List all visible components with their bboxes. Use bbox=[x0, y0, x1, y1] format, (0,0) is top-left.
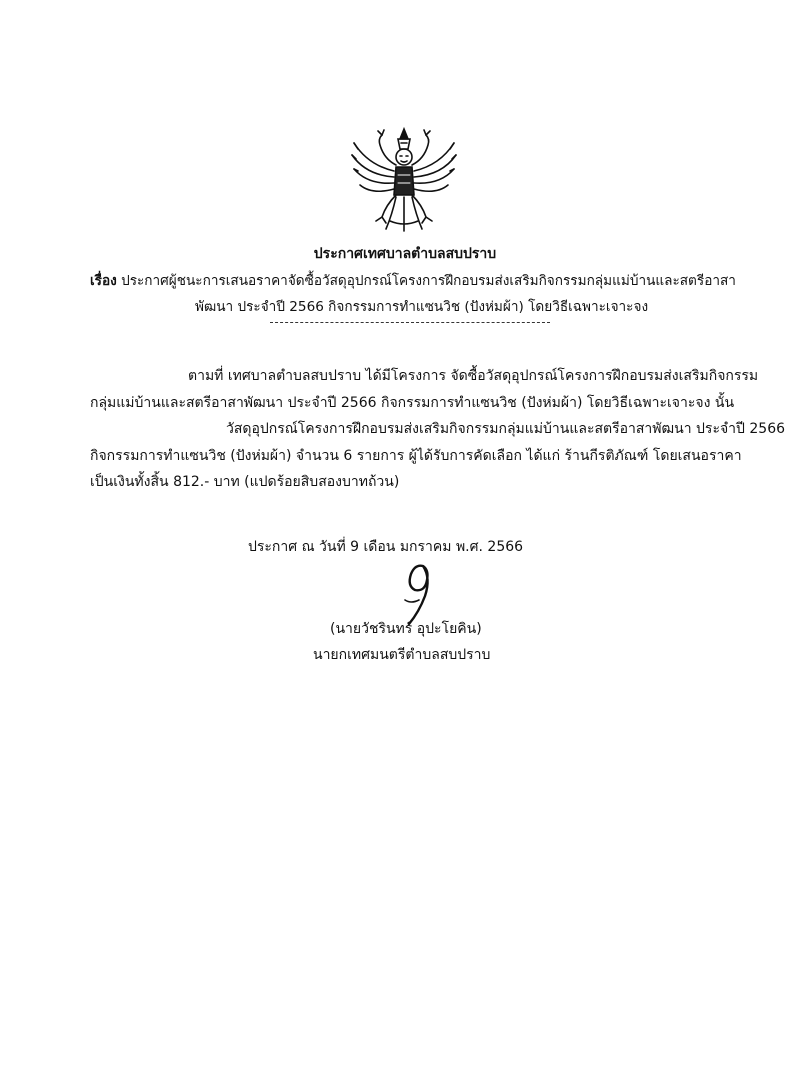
subject-line-1 bbox=[90, 272, 736, 290]
body-line-1: ตามที่ เทศบาลตำบลสบปราบ ได้มีโครงการ จัดซื้อวัสดุอุปกรณ์โครงการฝึกอบรมส่งเสริมกิจกรรม bbox=[188, 368, 759, 384]
document-title: ประกาศเทศบาลตำบลสบปราบ bbox=[313, 246, 497, 262]
body-line-5: เป็นเงินทั้งสิ้น 812.- บาท (แปดร้อยสิบสองบาทถ้วน) bbox=[90, 474, 400, 490]
subject-text-1: ประกาศผู้ชนะการเสนอราคาจัดซื้อวัสดุอุปกรณ์โครงการฝึกอบรมส่งเสริมกิจกรรมกลุ่มแม่บ้านและสตรีอาสา bbox=[121, 273, 736, 289]
body-line-2: กลุ่มแม่บ้านและสตรีอาสาพัฒนา ประจำปี 2566 กิจกรรมการทำแซนวิช (ปังห่มผ้า) โดยวิธีเฉพาะเจาะจง นั้น bbox=[90, 395, 735, 411]
announcement-date: ประกาศ ณ วันที่ 9 เดือน มกราคม พ.ศ. 2566 bbox=[248, 539, 524, 555]
divider-line bbox=[270, 322, 550, 323]
body-line-4: กิจกรรมการทำแซนวิช (ปังห่มผ้า) จำนวน 6 รายการ ผู้ได้รับการคัดเลือก ได้แก่ ร้านกีรติภัณฑ์ โดยเสนอราคา bbox=[90, 448, 742, 464]
subject-line-2: พัฒนา ประจำปี 2566 กิจกรรมการทำแซนวิช (ปังห่มผ้า) โดยวิธีเฉพาะเจาะจง bbox=[195, 299, 649, 315]
body-line-3: วัสดุอุปกรณ์โครงการฝึกอบรมส่งเสริมกิจกรรมกลุ่มแม่บ้านและสตรีอาสาพัฒนา ประจำปี 2566 bbox=[226, 421, 786, 437]
signatory-name: (นายวัชรินทร์ อุปะโยคิน) bbox=[330, 621, 482, 637]
garuda-emblem-icon bbox=[346, 125, 462, 235]
signatory-position: นายกเทศมนตรีตำบลสบปราบ bbox=[313, 647, 491, 663]
subject-label: เรื่อง bbox=[90, 273, 117, 289]
